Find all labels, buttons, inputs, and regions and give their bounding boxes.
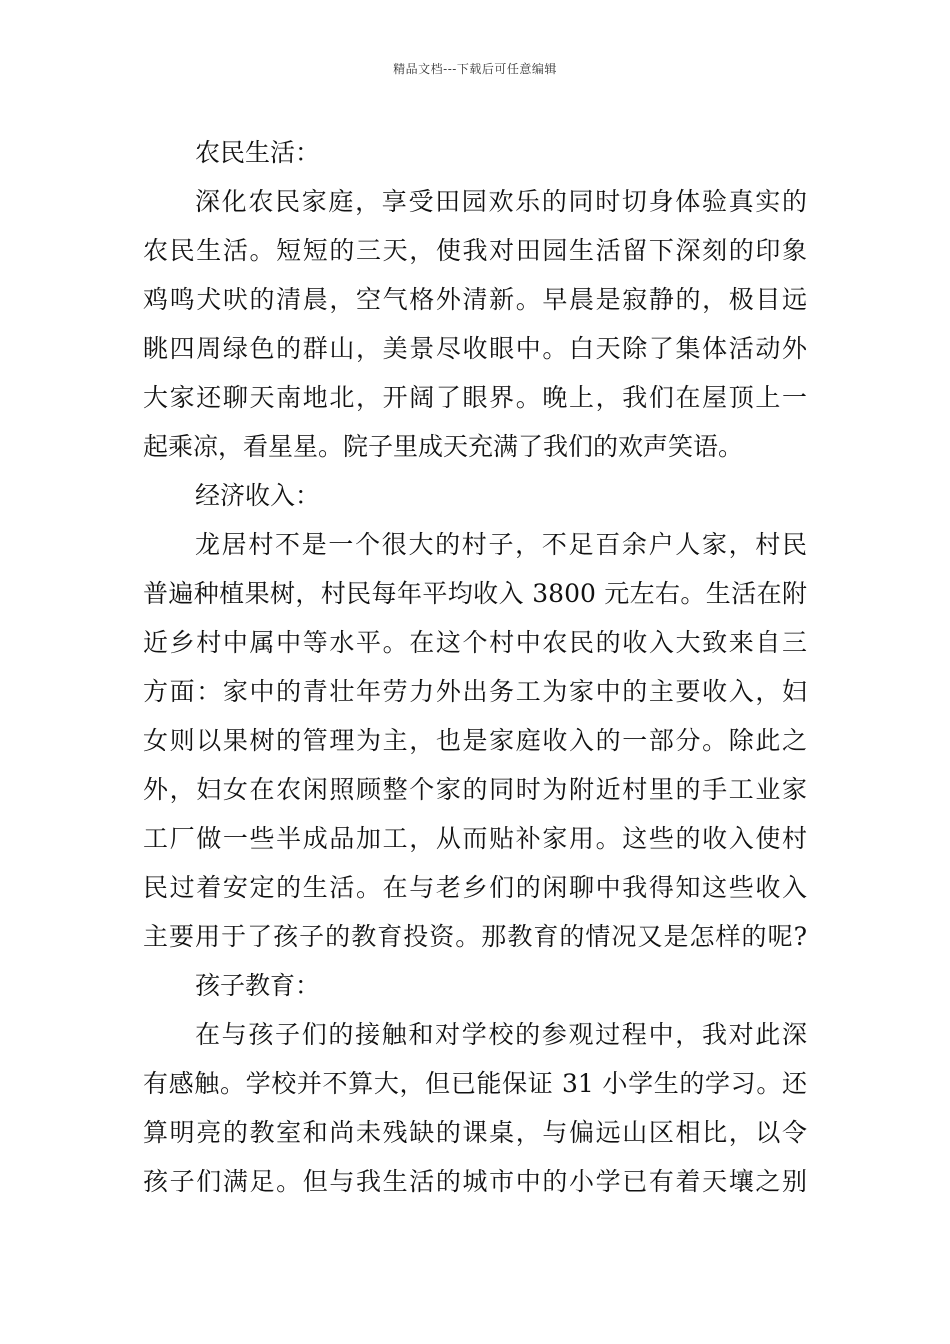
paragraph-line: 普遍种植果树，村民每年平均收入 3800 元左右。生活在附 [143,579,807,608]
paragraph-line: 外，妇女在农闲照顾整个家的同时为附近村里的手工业家 [143,775,807,804]
paragraph-line: 眺四周绿色的群山，美景尽收眼中。白天除了集体活动外 [143,334,807,363]
paragraph-line: 民过着安定的生活。在与老乡们的闲聊中我得知这些收入 [143,873,807,902]
paragraph-line: 方面：家中的青壮年劳力外出务工为家中的主要收入，妇 [143,677,807,706]
paragraph-first-line: 农民生活： [195,138,321,167]
paragraph-line: 工厂做一些半成品加工，从而贴补家用。这些的收入使村 [143,824,807,853]
paragraph-first-line: 经济收入： [195,481,321,510]
paragraph-line: 鸡鸣犬吠的清晨，空气格外清新。早晨是寂静的，极目远 [143,285,807,314]
paragraph-first-line: 龙居村不是一个很大的村子，不足百余户人家，村民 [195,530,807,559]
paragraph-first-line: 孩子教育： [195,971,321,1000]
page-header: 精品文档---下载后可任意编辑 [393,62,557,76]
paragraph-line: 起乘凉，看星星。院子里成天充满了我们的欢声笑语。 [143,432,744,461]
paragraph-line: 孩子们满足。但与我生活的城市中的小学已有着天壤之别 [143,1167,807,1196]
paragraph-line: 大家还聊天南地北，开阔了眼界。晚上，我们在屋顶上一 [143,383,807,412]
paragraph-line: 算明亮的教室和尚未残缺的课桌，与偏远山区相比，以令 [143,1118,807,1147]
paragraph-line: 农民生活。短短的三天，使我对田园生活留下深刻的印象 [143,236,807,265]
paragraph-first-line: 在与孩子们的接触和对学校的参观过程中，我对此深 [195,1020,807,1049]
document-body [143,128,807,1206]
paragraph-line: 主要用于了孩子的教育投资。那教育的情况又是怎样的呢? [143,922,807,951]
paragraph-line: 女则以果树的管理为主，也是家庭收入的一部分。除此之 [143,726,807,755]
paragraph-line: 近乡村中属中等水平。在这个村中农民的收入大致来自三 [143,628,807,657]
paragraph-line: 有感触。学校并不算大，但已能保证 31 小学生的学习。还 [143,1069,807,1098]
paragraph-first-line: 深化农民家庭，享受田园欢乐的同时切身体验真实的 [195,187,807,216]
